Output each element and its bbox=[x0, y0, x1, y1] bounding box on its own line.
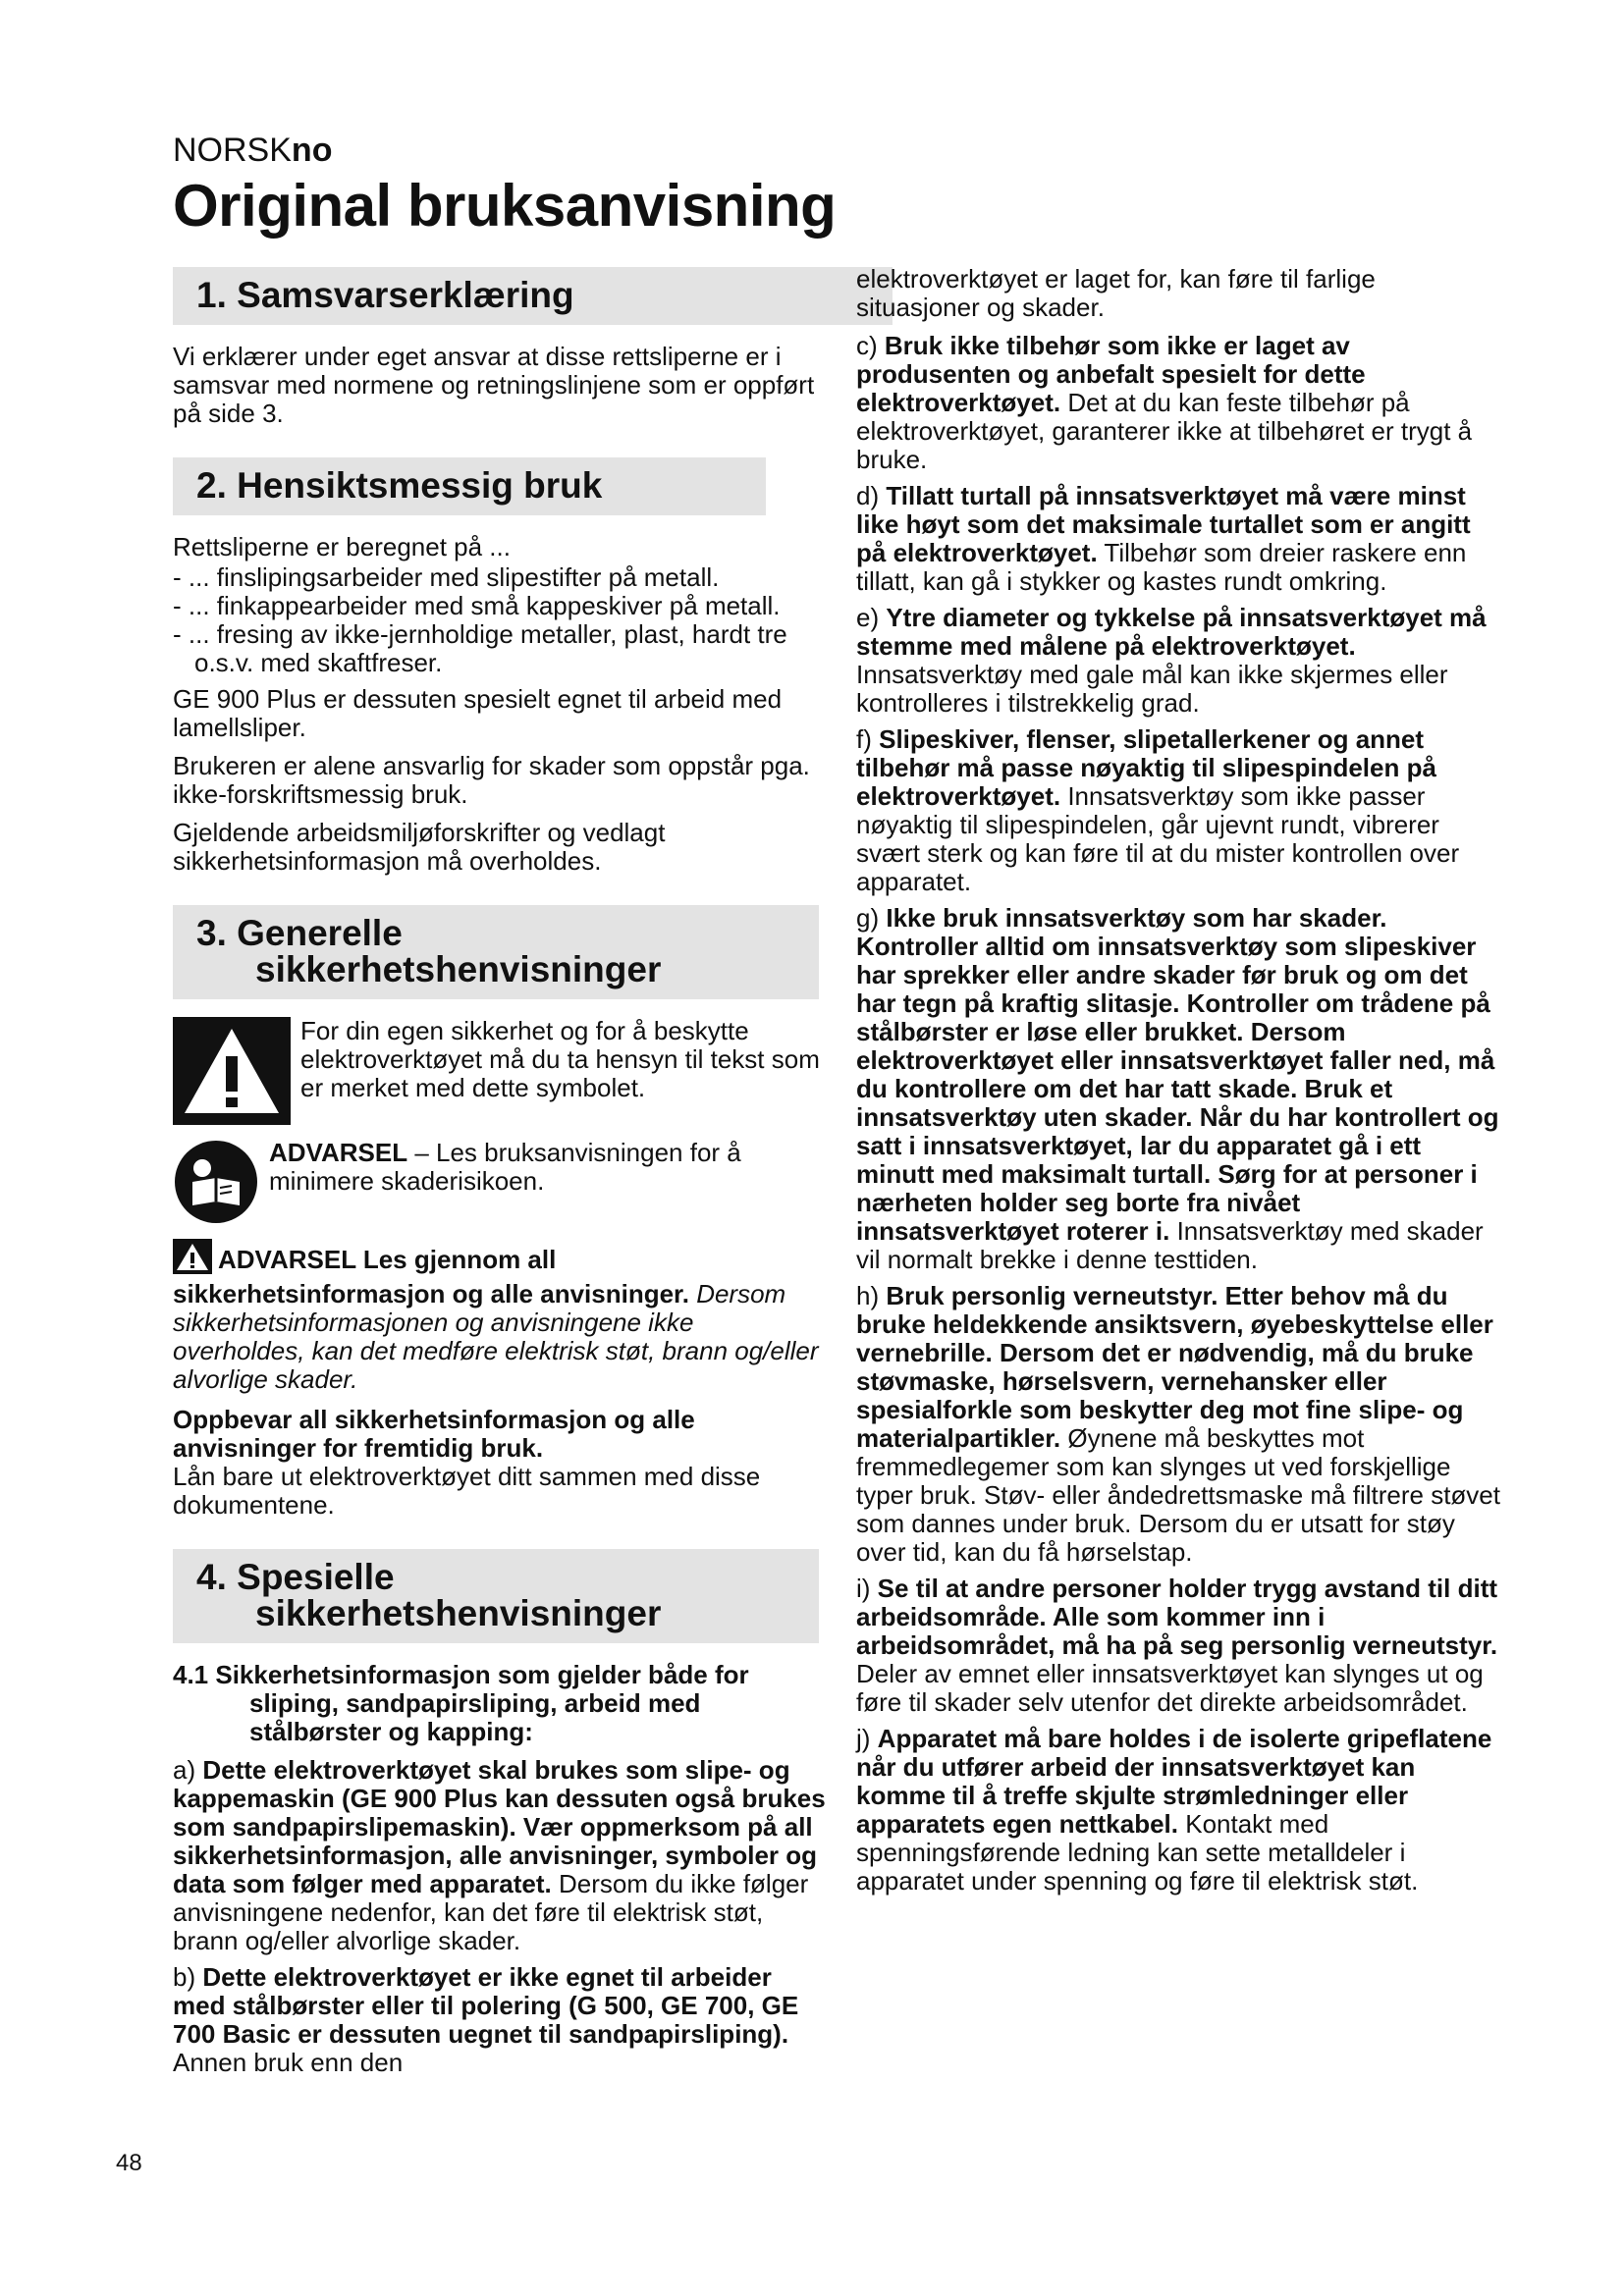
page-number: 48 bbox=[116, 2150, 142, 2176]
general-warning bbox=[173, 1239, 826, 1394]
language-name: NORSK bbox=[173, 132, 292, 169]
list-item: - ... fresing av ikke-jernholdige metaller, plast, hardt tre o.s.v. med skaftfreser. bbox=[173, 619, 787, 677]
list-item: - ... finslipingsarbeider med slipestifter på metall. bbox=[173, 562, 720, 592]
keep-instructions bbox=[173, 1406, 826, 1463]
section-2-intro: Rettsliperne er beregnet på ... bbox=[173, 532, 511, 561]
general-warning-italic: Dersom sikkerhetsinformasjonen og anvisningene ikke overholdes, kan det medføre elektrisk støt, brann og/eller alvorlige skader. bbox=[173, 1279, 819, 1394]
manual-warning-body: – Les bruksanvisningen for å minimere skaderisikoen. bbox=[269, 1138, 741, 1196]
section-3-heading-line1: 3. Generelle bbox=[196, 913, 403, 953]
item-g bbox=[856, 904, 1504, 1274]
language-code: no bbox=[291, 132, 333, 169]
section-1-heading: 1. Samsvarserklæring bbox=[173, 267, 893, 325]
item-text: Tilbehør som dreier raskere enn tillatt, kan gå i stykker og kastes rundt omkring. bbox=[856, 538, 1467, 596]
item-c bbox=[856, 332, 1504, 474]
item-label: j) bbox=[856, 1724, 878, 1753]
item-text: Innsatsverktøy som ikke passer nøyaktig til slipespindelen, går ujevnt rundt, vibrerer svært sterk og kan føre til at du mister kontrollen over apparatet. bbox=[856, 781, 1460, 896]
section-1-text: Vi erklærer under eget ansvar at disse rettsliperne er i samsvar med normene og retningslinjene som er oppført på side 3. bbox=[173, 342, 815, 428]
read-manual-icon bbox=[173, 1139, 259, 1225]
item-label: c) bbox=[856, 331, 885, 360]
section-3-heading bbox=[173, 905, 819, 999]
item-label: f) bbox=[856, 724, 880, 754]
section-2-p3: Gjeldende arbeidsmiljøforskrifter og vedlagt sikkerhetsinformasjon må overholdes. bbox=[173, 818, 666, 876]
manual-warning-label: ADVARSEL bbox=[269, 1138, 408, 1167]
item-f bbox=[856, 725, 1504, 896]
item-b-text: Annen bruk enn den bbox=[173, 2048, 404, 2077]
item-a bbox=[173, 1756, 826, 1955]
item-label: d) bbox=[856, 481, 887, 510]
item-text: Det at du kan feste tilbehør på elektroverktøyet, garanterer ikke at tilbehøret er trygt å bruke. bbox=[856, 388, 1473, 474]
item-text: Øynene må beskyttes mot fremmedlegemer som kan slynges ut ved forskjellige typer bruk. Støv- eller åndedrettsmaske må filtrere støvet som dannes under bruk. Dersom du er utsatt for støy over tid, kan du få hørselstap. bbox=[856, 1423, 1500, 1567]
manual-warning-row bbox=[173, 1139, 826, 1225]
subsection-4-1: 4.1 Sikkerhetsinformasjon som gjelder både for sliping, sandpapirsliping, arbeid med stålbørster og kapping: bbox=[173, 1660, 749, 1746]
item-b bbox=[173, 1963, 826, 2077]
list-item: - ... finkappearbeider med små kappeskiver på metall. bbox=[173, 591, 781, 620]
item-e bbox=[856, 604, 1504, 718]
section-2-p2: Brukeren er alene ansvarlig for skader som oppstår pga. ikke-forskriftsmessig bruk. bbox=[173, 751, 810, 809]
lend-text: Lån bare ut elektroverktøyet ditt sammen med disse dokumentene. bbox=[173, 1462, 761, 1520]
section-3-heading-line2: sikkerhetshenvisninger bbox=[255, 949, 662, 989]
keep-instructions-bold: Oppbevar all sikkerhetsinformasjon og alle anvisninger for fremtidig bruk. bbox=[173, 1405, 695, 1463]
continued-text: elektroverktøyet er laget for, kan føre til farlige situasjoner og skader. bbox=[856, 264, 1376, 322]
general-warning-bold: ADVARSEL Les gjennom all sikkerhetsinformasjon og alle anvisninger. bbox=[173, 1245, 689, 1308]
item-a-label: a) bbox=[173, 1755, 203, 1785]
item-b-label: b) bbox=[173, 1962, 203, 1992]
section-4-heading bbox=[173, 1549, 819, 1643]
item-label: h) bbox=[856, 1281, 887, 1310]
language-label bbox=[173, 132, 332, 170]
small-warning-icon bbox=[173, 1239, 212, 1280]
section-2-heading: 2. Hensiktsmessig bruk bbox=[173, 457, 766, 515]
right-column bbox=[856, 265, 1504, 1903]
manual-warning-text bbox=[269, 1139, 826, 1196]
left-column bbox=[173, 267, 826, 2085]
item-bold: Bruk ikke tilbehør som ikke er laget av produsenten og anbefalt spesielt for dette elektroverktøyet. bbox=[856, 331, 1366, 417]
item-label: g) bbox=[856, 903, 887, 933]
item-bold: Tillatt turtall på innsatsverktøyet må være minst like høyt som det maksimale turtallet som er angitt på elektroverktøyet. bbox=[856, 481, 1471, 567]
item-bold: Ikke bruk innsatsverktøy som har skader. Kontroller alltid om innsatsverktøy som slipeskiver har sprekker eller andre skader før bruk og om det har tegn på kraftig slitasje. Kontroller om trådene på stålbørster er løse eller brukket. Dersom elektroverktøyet eller innsatsverktøyet faller ned, må du kontrollere om det har tatt skade. Bruk et innsatsverktøy uten skader. Når du har kontrollert og satt i innsatsverktøyet, lar du apparatet gå i ett minutt med maksimalt turtall. Sørg for at personer i nærheten holder seg borte fra nivået innsatsverktøyet roterer i. bbox=[856, 903, 1499, 1246]
item-text: Deler av emnet eller innsatsverktøyet kan slynges ut og føre til skader selv utenfor det direkte arbeidsområdet. bbox=[856, 1659, 1484, 1717]
item-bold: Se til at andre personer holder trygg avstand til ditt arbeidsområde. Alle som kommer inn i arbeidsområdet, må ha på seg personlig verneutstyr. bbox=[856, 1574, 1498, 1660]
item-label: i) bbox=[856, 1574, 878, 1603]
item-i bbox=[856, 1575, 1504, 1717]
item-bold: Slipeskiver, flenser, slipetallerkener og annet tilbehør må passe nøyaktig til slipespindelen på elektroverktøyet. bbox=[856, 724, 1436, 811]
item-text: Innsatsverktøy med skader vil normalt brekke i denne testtiden. bbox=[856, 1216, 1484, 1274]
warning-symbol-row bbox=[173, 1017, 826, 1125]
page-title: Original bruksanvisning bbox=[173, 173, 837, 239]
warning-symbol-text: For din egen sikkerhet og for å beskytte elektroverktøyet må du ta hensyn til tekst som er merket med dette symbolet. bbox=[300, 1016, 820, 1102]
item-text: Innsatsverktøy med gale mål kan ikke skjermes eller kontrolleres i tilstrekkelig grad. bbox=[856, 660, 1448, 718]
item-text: Kontakt med spenningsførende ledning kan sette metalldeler i apparatet under spenning og føre til elektrisk støt. bbox=[856, 1809, 1419, 1896]
item-bold: Ytre diameter og tykkelse på innsatsverktøyet må stemme med målene på elektroverktøyet. bbox=[856, 603, 1487, 661]
item-h bbox=[856, 1282, 1504, 1567]
warning-triangle-icon bbox=[173, 1017, 291, 1125]
item-bold: Bruk personlig verneutstyr. Etter behov må du bruke heldekkende ansiktsvern, øyebeskyttelse eller vernebrille. Dersom det er nødvendig, må du bruke støvmaske, hørselsvern, vernehansker eller spesialforkle som beskytter deg mot fine slipe- og materialpartikler. bbox=[856, 1281, 1493, 1453]
item-bold: Apparatet må bare holdes i de isolerte gripeflatene når du utfører arbeid der innsatsverktøyet kan komme til å treffe skjulte strømledninger eller apparatets egen nettkabel. bbox=[856, 1724, 1492, 1839]
section-4-heading-line1: 4. Spesielle bbox=[196, 1557, 395, 1597]
section-2-p1: GE 900 Plus er dessuten spesielt egnet til arbeid med lamellsliper. bbox=[173, 684, 783, 742]
section-4-heading-line2: sikkerhetshenvisninger bbox=[255, 1593, 662, 1633]
item-j bbox=[856, 1725, 1504, 1896]
item-b-bold: Dette elektroverktøyet er ikke egnet til arbeider med stålbørster eller til polering (G 500, GE 700, GE 700 Basic er dessuten uegnet til sandpapirsliping). bbox=[173, 1962, 799, 2049]
item-label: e) bbox=[856, 603, 887, 632]
item-d bbox=[856, 482, 1504, 596]
item-a-bold: Dette elektroverktøyet skal brukes som slipe- og kappemaskin (GE 900 Plus kan dessuten også brukes som sandpapirslipemaskin). Vær oppmerksom på all sikkerhetsinformasjon, alle anvisninger, symboler og data som følger med apparatet. bbox=[173, 1755, 826, 1898]
item-a-text: Dersom du ikke følger anvisningene nedenfor, kan det føre til elektrisk støt, brann og/eller alvorlige skader. bbox=[173, 1869, 809, 1955]
